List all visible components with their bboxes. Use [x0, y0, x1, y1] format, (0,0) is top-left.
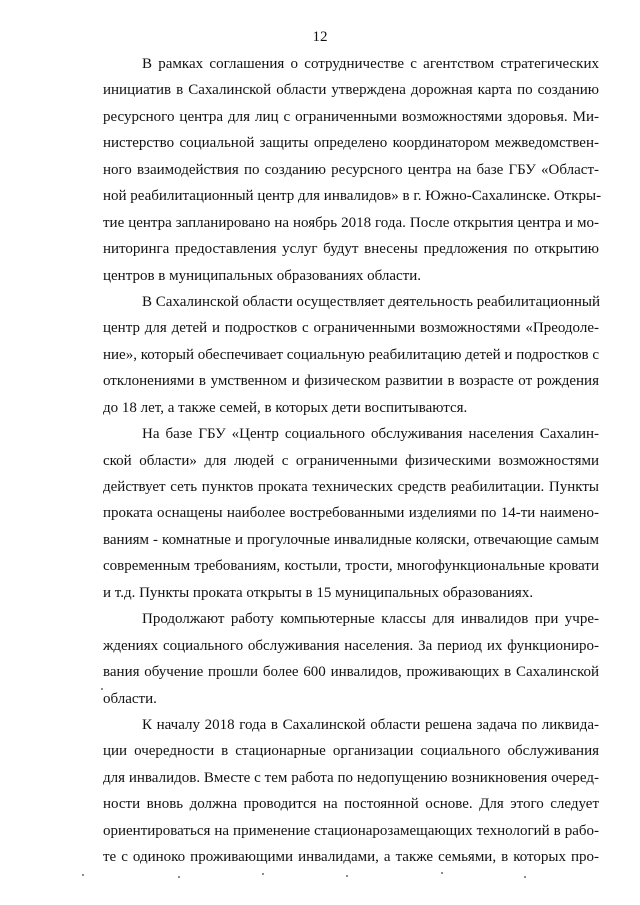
- text-line: и т.д. Пункты проката открыты в 15 муниципальных образованиях.: [103, 584, 534, 601]
- text-line: ской области» для людей с ограниченными физическими возможностями: [103, 452, 599, 469]
- text-line: те с одиноко проживающими инвалидами, а также семьями, в которых про-: [103, 849, 599, 866]
- text-line: инициатив в Сахалинской области утверждена дорожная карта по созданию: [103, 82, 599, 99]
- text-line: ной реабилитационный центр для инвалидов» в г. Южно-Сахалинске. Откры-: [103, 188, 602, 205]
- scan-speck: [262, 873, 264, 875]
- text-line: ние», который обеспечивает социальную реабилитацию детей и подростков с: [103, 346, 600, 363]
- text-line: ного взаимодействия по созданию ресурсного центра на базе ГБУ «Област-: [103, 161, 599, 178]
- text-line: центр для детей и подростков с ограниченными возможностями «Преодоле-: [103, 320, 599, 337]
- body-text: [103, 51, 602, 871]
- text-line: В рамках соглашения о сотрудничестве с агентством стратегических: [142, 56, 599, 72]
- scan-speck: [82, 874, 84, 876]
- page-number: 12: [312, 29, 328, 45]
- scan-speck: [101, 688, 103, 690]
- text-line: ждениях социального обслуживания населения. За период их функциониро-: [103, 637, 599, 654]
- text-line: до 18 лет, а также семей, в которых дети воспитываются.: [103, 399, 468, 416]
- paragraph-rehab-center: [103, 289, 599, 421]
- paragraph-computer-classes: [103, 606, 599, 712]
- text-line: ности вновь должна проводится на постоянной основе. Для этого следует: [103, 796, 599, 813]
- scan-speck: [346, 875, 348, 877]
- scan-speck: [178, 876, 180, 878]
- scan-speck: [524, 876, 526, 878]
- text-line: ции очередности в стационарные организации социального обслуживания: [103, 743, 599, 760]
- text-line: центров в муниципальных образованиях области.: [103, 267, 421, 284]
- paragraph-rental-points: [103, 421, 599, 606]
- paragraph-waiting-list: [103, 712, 599, 871]
- scan-speck: [441, 872, 443, 874]
- text-line: нистерство социальной защиты определено координатором межведомствен-: [103, 135, 599, 152]
- text-line: ориентироваться на применение стационарозамещающих технологий в рабо-: [103, 822, 599, 839]
- text-line: современным требованиям, костыли, трости, многофункциональные кровати: [103, 558, 599, 575]
- text-line: действует сеть пунктов проката технических средств реабилитации. Пункты: [103, 479, 599, 495]
- text-line: тие центра запланировано на ноябрь 2018 года. После открытия центра и мо-: [103, 214, 599, 231]
- text-line: На базе ГБУ «Центр социального обслуживания населения Сахалин-: [142, 426, 599, 443]
- text-line: отклонениями в умственном и физическом развитии в возрасте от рождения: [103, 373, 599, 390]
- text-line: В Сахалинской области осуществляет деятельность реабилитационный: [142, 293, 600, 310]
- text-line: области.: [103, 690, 157, 707]
- text-line: проката оснащены наиболее востребованными изделиями по 14-ти наимено-: [103, 505, 599, 522]
- paragraph-resource-center: [103, 51, 602, 289]
- text-line: Продолжают работу компьютерные классы для инвалидов при учре-: [142, 611, 599, 628]
- text-line: вания обучение прошли более 600 инвалидов, проживающих в Сахалинской: [103, 664, 599, 681]
- text-line: К началу 2018 года в Сахалинской области решена задача по ликвида-: [142, 716, 599, 733]
- text-line: ниторинга предоставления услуг будут внесены предложения по открытию: [103, 241, 599, 258]
- text-line: для инвалидов. Вместе с тем работа по недопущению возникновения очеред-: [103, 769, 599, 786]
- text-line: ресурсного центра для лиц с ограниченными возможностями здоровья. Ми-: [103, 108, 599, 125]
- text-line: ваниям - комнатные и прогулочные инвалидные коляски, отвечающие самым: [103, 531, 599, 548]
